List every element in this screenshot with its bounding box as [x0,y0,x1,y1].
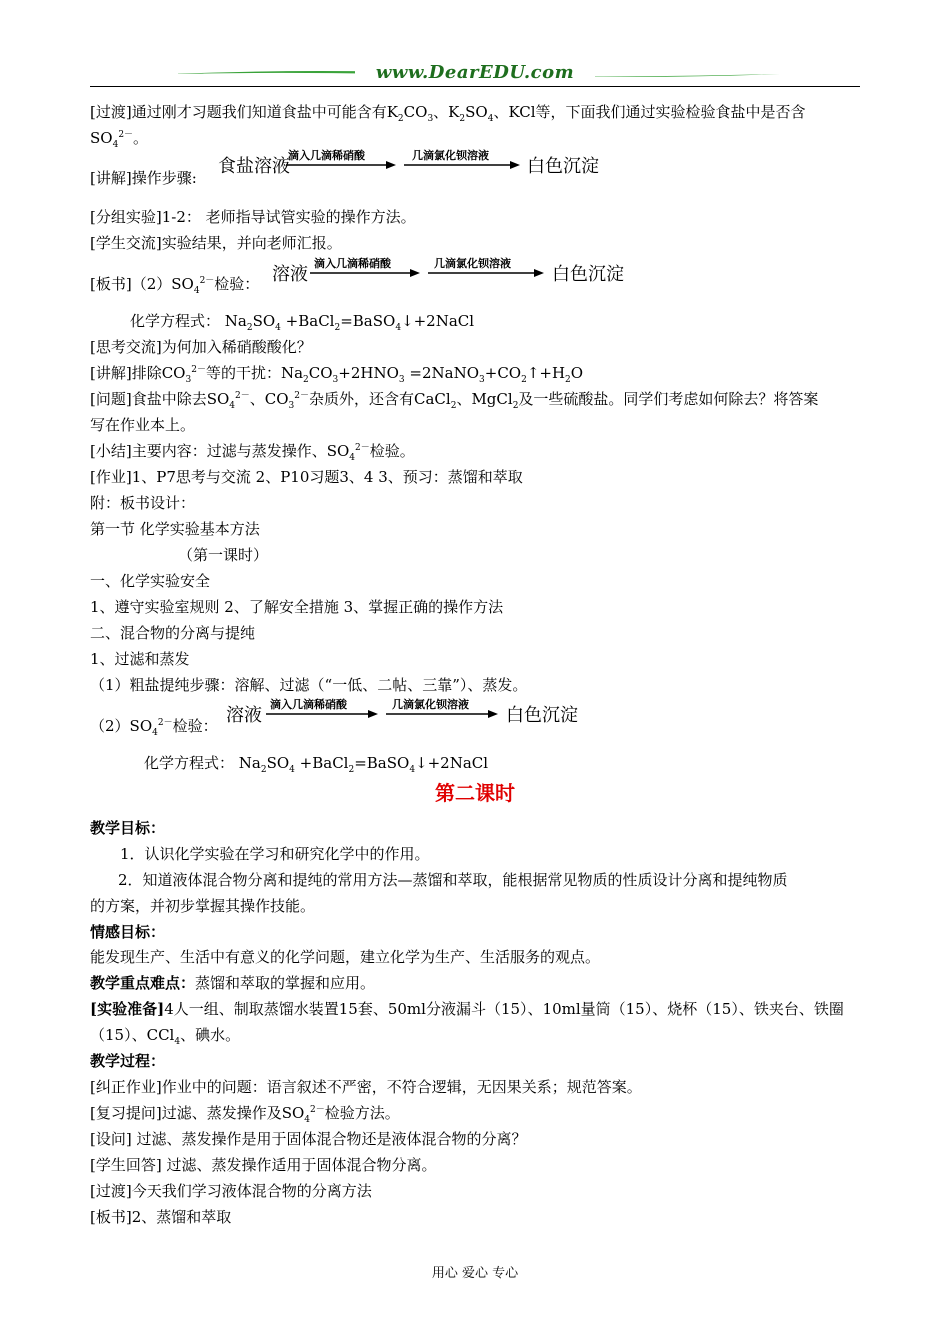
equation-line: 化学方程式： $Na_2SO_4$ +BaCl$_2$=BaSO$_4$↓+2NaCl [130,312,475,333]
flow-diagram [218,148,618,178]
text-line: 附：板书设计： [90,494,196,512]
text-line: [设问] 过滤、蒸发操作是用于固体混合物还是液体混合物的分离？ [90,1130,527,1148]
text-line: （第一课时） [178,546,269,564]
flow-diagram [226,697,586,727]
text-line: $SO_4^{2-}$。 [90,129,149,150]
flow-step-label: 滴入几滴稀硝酸 [288,149,365,162]
text-line: [作业]1、P7思考与交流 2、P10习题3、4 3、预习：蒸馏和萃取 [90,468,523,486]
text-line: [讲解]操作步骤: [90,169,197,187]
text-line: 一、化学实验安全 [90,572,211,590]
equation-line: 化学方程式： $Na_2SO_4$ +BaCl$_2$=BaSO$_4$↓+2NaCl [144,754,489,775]
text-line: 2．知道液体混合物分离和提纯的常用方法—蒸馏和萃取，能根据常见物质的性质设计分离和提纯物质 [118,871,788,889]
text-line: [过渡]通过刚才习题我们知道食盐中可能含有$K_2CO_3$、$K_2SO_4$、KCl等，下面我们通过实验检验食盐中是否含 [90,103,806,124]
text-line: 教学重点难点：蒸馏和萃取的掌握和应用。 [90,974,376,992]
text-line: 1、遵守实验室规则 2、了解安全措施 3、掌握正确的操作方法 [90,598,504,616]
flow-step-label: 滴入几滴稀硝酸 [270,698,347,711]
text-line: $(2)SO_4^{2-}$检验： [90,717,218,738]
text-line: [复习提问]过滤、蒸发操作及$SO_4^{2-}$检验方法。 [90,1104,400,1125]
flow-end: 白色沉淀 [552,264,624,285]
arrow-icon [218,148,618,178]
text-line: [讲解]排除$CO_3^{2-}$等的干扰：$Na_2CO_3+2HNO_3$ $=2NaNO_3+CO_2↑+H_2O$ [90,364,584,385]
text-line: （1）粗盐提纯步骤：溶解、过滤（“一低、二帖、三靠”）、蒸发。 [90,676,528,694]
text-line: 写在作业本上。 [90,416,196,434]
flow-start: 食盐溶液 [218,156,290,177]
text-line: 1、过滤和蒸发 [90,650,190,668]
heading: 情感目标： [90,923,166,941]
text-line: 的方案，并初步掌握其操作技能。 [90,897,316,915]
heading: 教学目标： [90,819,166,837]
page-header [90,56,860,92]
text-line: [实验准备]4人一组、制取蒸馏水装置15套、50ml分液漏斗（15）、10ml量筒（15）、烧杯（15）、铁夹台、铁圈 [90,1000,844,1018]
text-line: [问题]食盐中除去$SO_4^{2-}$、$CO_3^{2-}$杂质外，还含有CaCl$_2$、MgCl$_2$及一些硫酸盐。同学们考虑如何除去？将答案 [90,390,819,411]
flow-end: 白色沉淀 [506,705,578,726]
text-line: [纠正作业]作业中的问题：语言叙述不严密，不符合逻辑，无因果关系；规范答案。 [90,1078,642,1096]
text-line: [思考交流]为何加入稀硝酸酸化？ [90,338,312,356]
flow-step-label: 几滴氯化钡溶液 [434,257,511,270]
text-line: 1．认识化学实验在学习和研究化学中的作用。 [120,845,430,863]
text-line: 能发现生产、生活中有意义的化学问题，建立化学为生产、生活服务的观点。 [90,948,601,966]
text-line: [过渡]今天我们学习液体混合物的分离方法 [90,1182,372,1200]
flow-step-label: 滴入几滴稀硝酸 [314,257,391,270]
flow-step-label: 几滴氯化钡溶液 [392,698,469,711]
flow-start: 溶液 [272,264,308,285]
section-title: 第二课时 [435,781,515,805]
text-line: [板书]2、蒸馏和萃取 [90,1208,232,1226]
text-line: （15）、CCl$_4$、碘水。 [90,1026,241,1047]
text-line: [板书]$(2)SO_4^{2-}$检验： [90,275,260,296]
site-logo: www.DearEDU.com [355,62,595,83]
text-line: 二、混合物的分离与提纯 [90,624,256,642]
text-line: 第一节 化学实验基本方法 [90,520,260,538]
heading: 教学过程： [90,1052,166,1070]
flow-step-label: 几滴氯化钡溶液 [412,149,489,162]
header-rule [90,86,860,87]
flow-start: 溶液 [226,705,262,726]
arrow-icon [272,256,632,286]
page-footer: 用心 爱心 专心 [431,1266,519,1281]
arrow-icon [226,697,586,727]
text-line: [学生交流]实验结果，并向老师汇报。 [90,234,342,252]
flow-diagram [272,256,632,286]
flow-end: 白色沉淀 [527,156,599,177]
text-line: [小结]主要内容：过滤与蒸发操作、$SO_4^{2-}$检验。 [90,442,415,463]
text-line: [学生回答] 过滤、蒸发操作适用于固体混合物分离。 [90,1156,437,1174]
text-line: [分组实验]1-2： 老师指导试管实验的操作方法。 [90,208,416,226]
